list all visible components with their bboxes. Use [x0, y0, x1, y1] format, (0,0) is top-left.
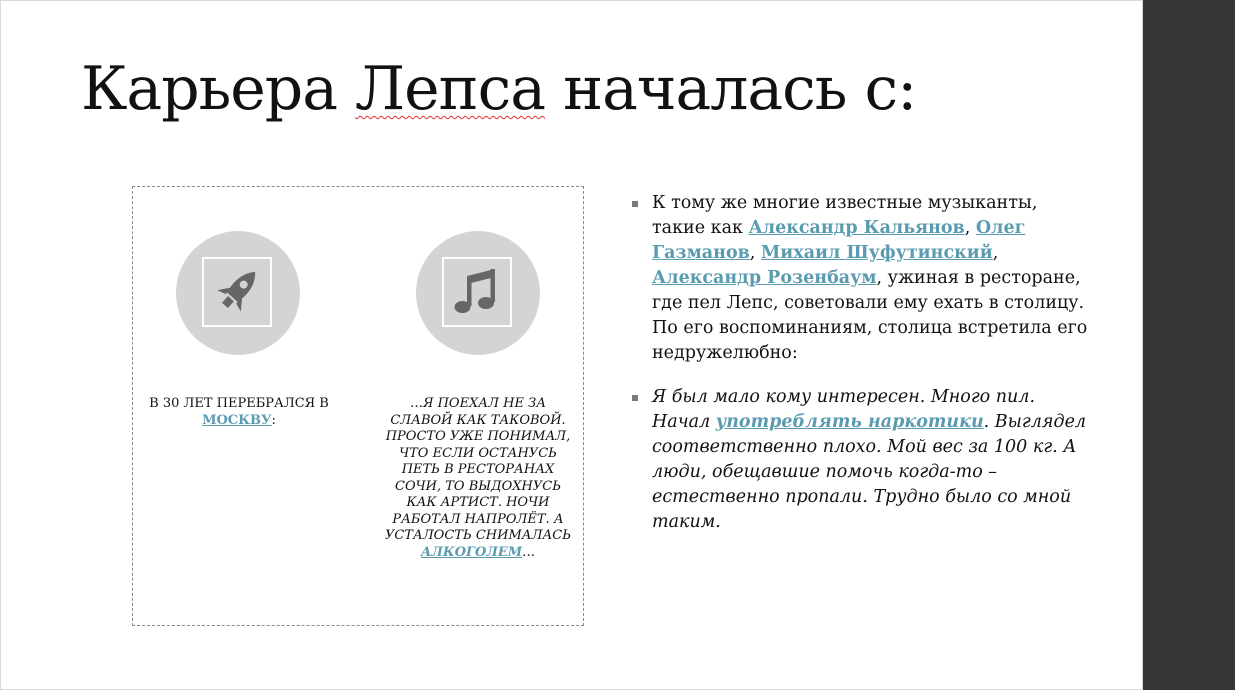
rocket-icon: [211, 263, 263, 321]
rocket-icon-circle[interactable]: [176, 231, 300, 355]
bullet-item: [631, 385, 1091, 535]
smartart-caption-2[interactable]: …Я ПОЕХАЛ НЕ ЗА СЛАВОЙ КАК ТАКОВОЙ. ПРОСТО УЖЕ ПОНИМАЛ, ЧТО ЕСЛИ ОСТАНУСЬ ПЕТЬ В РЕСТОРАНАХ СОЧИ, ТО ВЫДОХНУСЬ КАК АРТИСТ. НОЧИ РАБОТАЛ НАПРОЛЁТ. А УСТАЛОСТЬ СНИМАЛАСЬ АЛКОГОЛЕМ…: [384, 396, 572, 560]
smartart-graphic[interactable]: [132, 186, 584, 626]
slide-title[interactable]: [81, 53, 916, 125]
title-misspelled-word[interactable]: Лепса: [355, 54, 545, 124]
bullet-text: [652, 193, 1087, 363]
hyperlink[interactable]: Олег Газманов: [652, 218, 1026, 263]
music-note-icon: [451, 266, 503, 318]
bullet-text-run: ,: [749, 243, 761, 263]
hyperlink[interactable]: Александр Кальянов: [748, 218, 965, 238]
bullet-text-run: Я был мало кому интересен. Много пил. Начал: [652, 387, 1036, 432]
side-panel: [1143, 0, 1235, 690]
hyperlink[interactable]: Михаил Шуфутинский: [760, 243, 993, 263]
bullet-list[interactable]: [631, 191, 1091, 554]
bullet-text-run: ,: [992, 243, 999, 263]
bullet-text-run: , ужиная в ресторане, где пел Лепс, советовали ему ехать в столицу. По его воспоминаниям, столица встретила его недружелюбно:: [652, 268, 1088, 363]
bullet-marker: [632, 395, 638, 401]
bullet-text: [652, 387, 1086, 532]
hyperlink[interactable]: употреблять наркотики: [715, 412, 984, 432]
music-icon-frame: [442, 257, 512, 327]
smartart-caption-1[interactable]: В 30 ЛЕТ ПЕРЕБРАЛСЯ В МОСКВУ:: [149, 396, 329, 428]
bullet-text-run: ,: [964, 218, 976, 238]
music-icon-circle[interactable]: [416, 231, 540, 355]
bullet-text-run: К тому же многие известные музыканты, такие как: [652, 193, 1038, 238]
alcohol-link[interactable]: АЛКОГОЛЕМ: [420, 544, 523, 560]
title-text-2: началась с:: [545, 54, 917, 124]
bullet-item: [631, 191, 1091, 366]
bullet-marker: [632, 201, 638, 207]
bullet-text-run: . Выглядел соответственно плохо. Мой вес за 100 кг. А люди, обещавшие помочь когда-то – естественно пропали. Трудно было со мной таким.: [652, 412, 1087, 532]
title-text-1: Карьера: [81, 54, 356, 124]
moscow-link[interactable]: МОСКВУ: [202, 412, 272, 428]
hyperlink[interactable]: Александр Розенбаум: [652, 268, 877, 288]
rocket-icon-frame: [202, 257, 272, 327]
